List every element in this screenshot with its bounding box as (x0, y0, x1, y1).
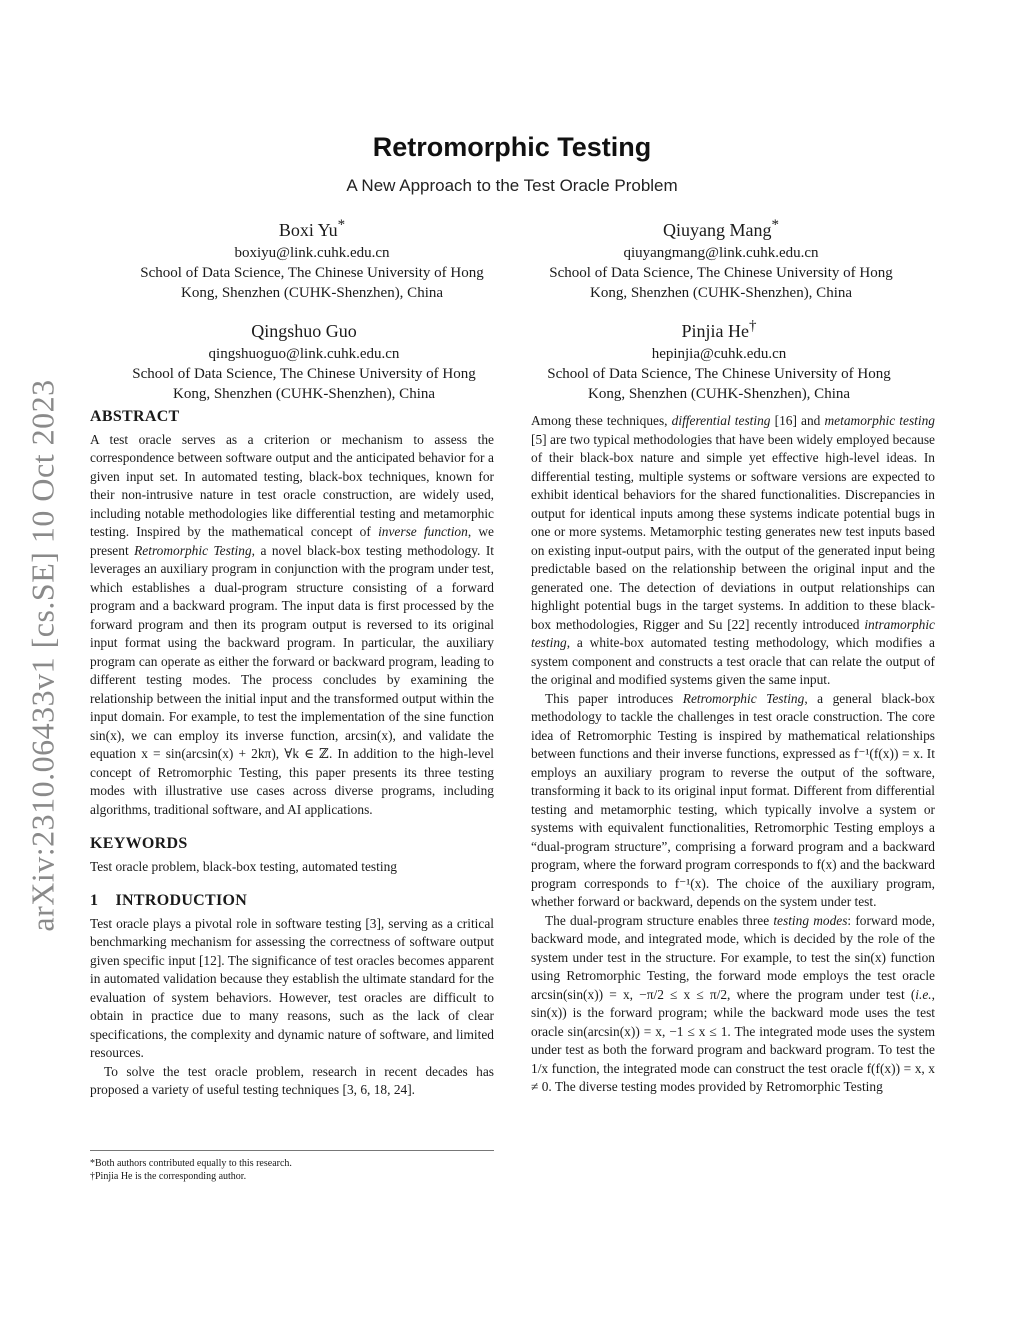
author-block (104, 313, 504, 404)
keywords-text: Test oracle problem, black-box testing, automated testing (90, 858, 397, 874)
author-affiliation: School of Data Science, The Chinese University of Hong (549, 265, 893, 281)
body-paragraph: The dual-program structure enables three testing modes: forward mode, backward mode, and integrated mode, which is decided by the role of the system under test in the structure. For example, to test the sin(x) function using Retromorphic Testing, the forward mode employs the test oracle arcsin(sin(x)) = x, −π/2 ≤ x ≤ π/2, where the program under test (i.e., sin(x)) is the forward program; while the backward mode uses the test oracle sin(arcsin(x)) = x, −1 ≤ x ≤ 1. The integrated mode uses the system under test as both the forward program and backward program. To test the 1/x function, the integrated mode can construct the test oracle f(f(x)) = x, x ≠ 0. The diverse testing modes provided by Retromorphic Testing (531, 912, 935, 1094)
author-affiliation: School of Data Science, The Chinese University of Hong (132, 366, 476, 382)
author-name: Qingshuo Guo (251, 321, 357, 341)
intro-heading: 1 INTRODUCTION (90, 892, 248, 909)
author-affiliation: Kong, Shenzhen (CUHK-Shenzhen), China (587, 386, 851, 402)
author-block (112, 212, 512, 303)
author-email: qiuyangmang@link.cuhk.edu.cn (623, 245, 819, 261)
intro-paragraph: To solve the test oracle problem, research in recent decades has proposed a variety of useful testing techniques [3, 6, 18, 24]. (90, 1063, 494, 1097)
author-name: Boxi Yu* (278, 217, 346, 240)
author-affiliation: Kong, Shenzhen (CUHK-Shenzhen), China (180, 285, 444, 301)
body-paragraph: Among these techniques, differential testing [16] and metamorphic testing [5] are two typical methodologies that have been widely employed because of their black-box nature and simple yet effective high-level ideas. In differential testing, multiple systems or software versions are expected to exhibit identical behaviors for the shared functionalities. Discrepancies in output for identical inputs among these systems indicate potential bugs in one or more systems. Metamorphic testing generates new test inputs based on existing input-output pairs, with the output of the generated input being predictable based on the relationship between the original input and the generated one. The detection of deviations in output relationships can highlight potential bugs in the target systems. In addition to these black-box methodologies, Rigger and Su [22] recently introduced intramorphic testing, a white-box automated testing methodology, which modifies a system component and constructs a test oracle that can relate the output of the original and modified systems given the same input. (531, 413, 935, 687)
author-email: qingshuoguo@link.cuhk.edu.cn (208, 346, 400, 362)
right-column (531, 412, 935, 1097)
abstract-text: A test oracle serves as a criterion or mechanism to assess the correspondence between software output and the anticipated behavior for a given input set. In automated testing, black-box techniques, known for their non-intrusive nature in test oracle construction, are widely used, including notable methodologies like differential testing and metamorphic testing. Inspired by the mathematical concept of inverse function, we present Retromorphic Testing, a novel black-box testing methodology. It leverages an auxiliary program in conjunction with the program under test, which establishes a dual-program structure consisting of a forward program and a backward program. The input data is first processed by the forward program and then its program output is reversed to its original input format using the backward program. In particular, the auxiliary program can operate as either the forward or backward program, leading to different testing modes. The process concludes by examining the relationship between the initial input and the transformed output within the input domain. For example, to test the implementation of the sine function sin(x), we can employ its inverse function, arcsin(x), and validate the equation x = sin(arcsin(x) + 2kπ), ∀k ∈ ℤ. In addition to the high-level concept of Retromorphic Testing, this paper presents its three testing modes with illustrative use cases across diverse programs, including algorithms, traditional software, and AI applications. (90, 431, 494, 817)
author-email: hepinjia@cuhk.edu.cn (651, 346, 787, 362)
paper-title: Retromorphic Testing (372, 132, 652, 162)
author-email: boxiyu@link.cuhk.edu.cn (234, 245, 390, 261)
arxiv-watermark (8, 360, 78, 950)
author-block (521, 212, 921, 303)
intro-paragraph: Test oracle plays a pivotal role in software testing [3], serving as a critical benchmarking mechanism for assessing the correctness of software output given specific input [12]. The significance of test oracles becomes apparent in automated validation because they establish the ultimate standard for the evaluation of system behaviors. However, test oracles are difficult to obtain in practice due to many reasons, such as the lack of clear specifications, the complexity and dynamic nature of software, and limited resources. (90, 915, 494, 1060)
footnotes (90, 1150, 494, 1183)
author-name: Qiuyang Mang* (663, 217, 779, 240)
author-affiliation: Kong, Shenzhen (CUHK-Shenzhen), China (589, 285, 853, 301)
paper-subtitle: A New Approach to the Test Oracle Problem (346, 176, 678, 195)
footnote: †Pinjia He is the corresponding author. (90, 1171, 247, 1182)
arxiv-id: arXiv:2310.06433v1 [cs.SE] 10 Oct 2023 (24, 378, 61, 932)
footnote: *Both authors contributed equally to this research. (90, 1158, 292, 1169)
author-affiliation: School of Data Science, The Chinese University of Hong (140, 265, 484, 281)
abstract-heading: ABSTRACT (90, 408, 180, 425)
left-column (90, 408, 494, 1100)
author-affiliation: School of Data Science, The Chinese University of Hong (547, 366, 891, 382)
body-paragraph: This paper introduces Retromorphic Testing, a general black-box methodology to tackle the challenges in test oracle construction. The core idea of Retromorphic Testing is inspired by mathematical relationships between functions and their inverse functions, expressed as f⁻¹(f(x)) = x. It employs an auxiliary program to reverse the output of the software, transforming it back to its original input format. Different from differential testing and metamorphic testing, which typically involve a system or systems with equivalent functionalities, Retromorphic Testing employs a “dual-program structure”, comprising a forward program and a backward program, where the forward program corresponds to f(x) and the backward program corresponds to f⁻¹(x). The choice of the auxiliary program, whether forward or backward, depends on the system under test. (531, 690, 935, 909)
author-affiliation: Kong, Shenzhen (CUHK-Shenzhen), China (172, 386, 436, 402)
keywords-heading: KEYWORDS (90, 835, 188, 852)
author-block (519, 313, 919, 404)
author-name: Pinjia He† (681, 318, 757, 341)
